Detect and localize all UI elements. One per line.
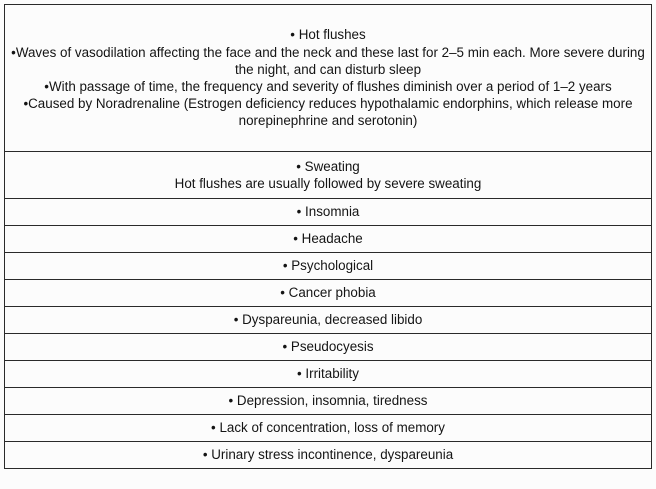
table-row-sweating	[5, 152, 652, 199]
symptom-insomnia: • Insomnia	[5, 199, 652, 226]
table-row	[5, 361, 652, 388]
sweating-detail: Hot flushes are usually followed by severe sweating	[174, 176, 482, 191]
symptom-dyspareunia-libido: • Dyspareunia, decreased libido	[5, 307, 652, 334]
sweating-heading: • Sweating	[296, 158, 360, 174]
symptom-concentration-memory: • Lack of concentration, loss of memory	[5, 415, 652, 442]
hot-flushes-heading: • Hot flushes	[290, 27, 366, 43]
symptom-depression: • Depression, insomnia, tiredness	[5, 388, 652, 415]
table-row	[5, 334, 652, 361]
symptom-cancer-phobia: • Cancer phobia	[5, 280, 652, 307]
hot-flushes-point-frequency: •With passage of time, the frequency and severity of flushes diminish over a period of 1–2 years	[44, 79, 612, 94]
hot-flushes-point-vasodilation: •Waves of vasodilation affecting the face and the neck and these last for 2–5 min each. More severe during the night, and can disturb sleep	[11, 44, 645, 77]
table-row	[5, 226, 652, 253]
table-row	[5, 199, 652, 226]
table-row	[5, 415, 652, 442]
hot-flushes-point-cause: •Caused by Noradrenaline (Estrogen deficiency reduces hypothalamic endorphins, which release more norepinephrine and serotonin)	[23, 96, 633, 129]
table-row	[5, 253, 652, 280]
hot-flushes-cell	[5, 5, 652, 152]
table-row-hot-flushes	[5, 5, 652, 152]
sweating-cell	[5, 152, 652, 199]
symptom-urinary-incontinence: • Urinary stress incontinence, dyspareunia	[5, 442, 652, 469]
symptom-headache: • Headache	[5, 226, 652, 253]
table-row	[5, 280, 652, 307]
symptom-psychological: • Psychological	[5, 253, 652, 280]
table-row	[5, 442, 652, 469]
symptom-pseudocyesis: • Pseudocyesis	[5, 334, 652, 361]
table-row	[5, 307, 652, 334]
menopause-symptoms-table	[4, 4, 652, 469]
table-row	[5, 388, 652, 415]
symptom-irritability: • Irritability	[5, 361, 652, 388]
